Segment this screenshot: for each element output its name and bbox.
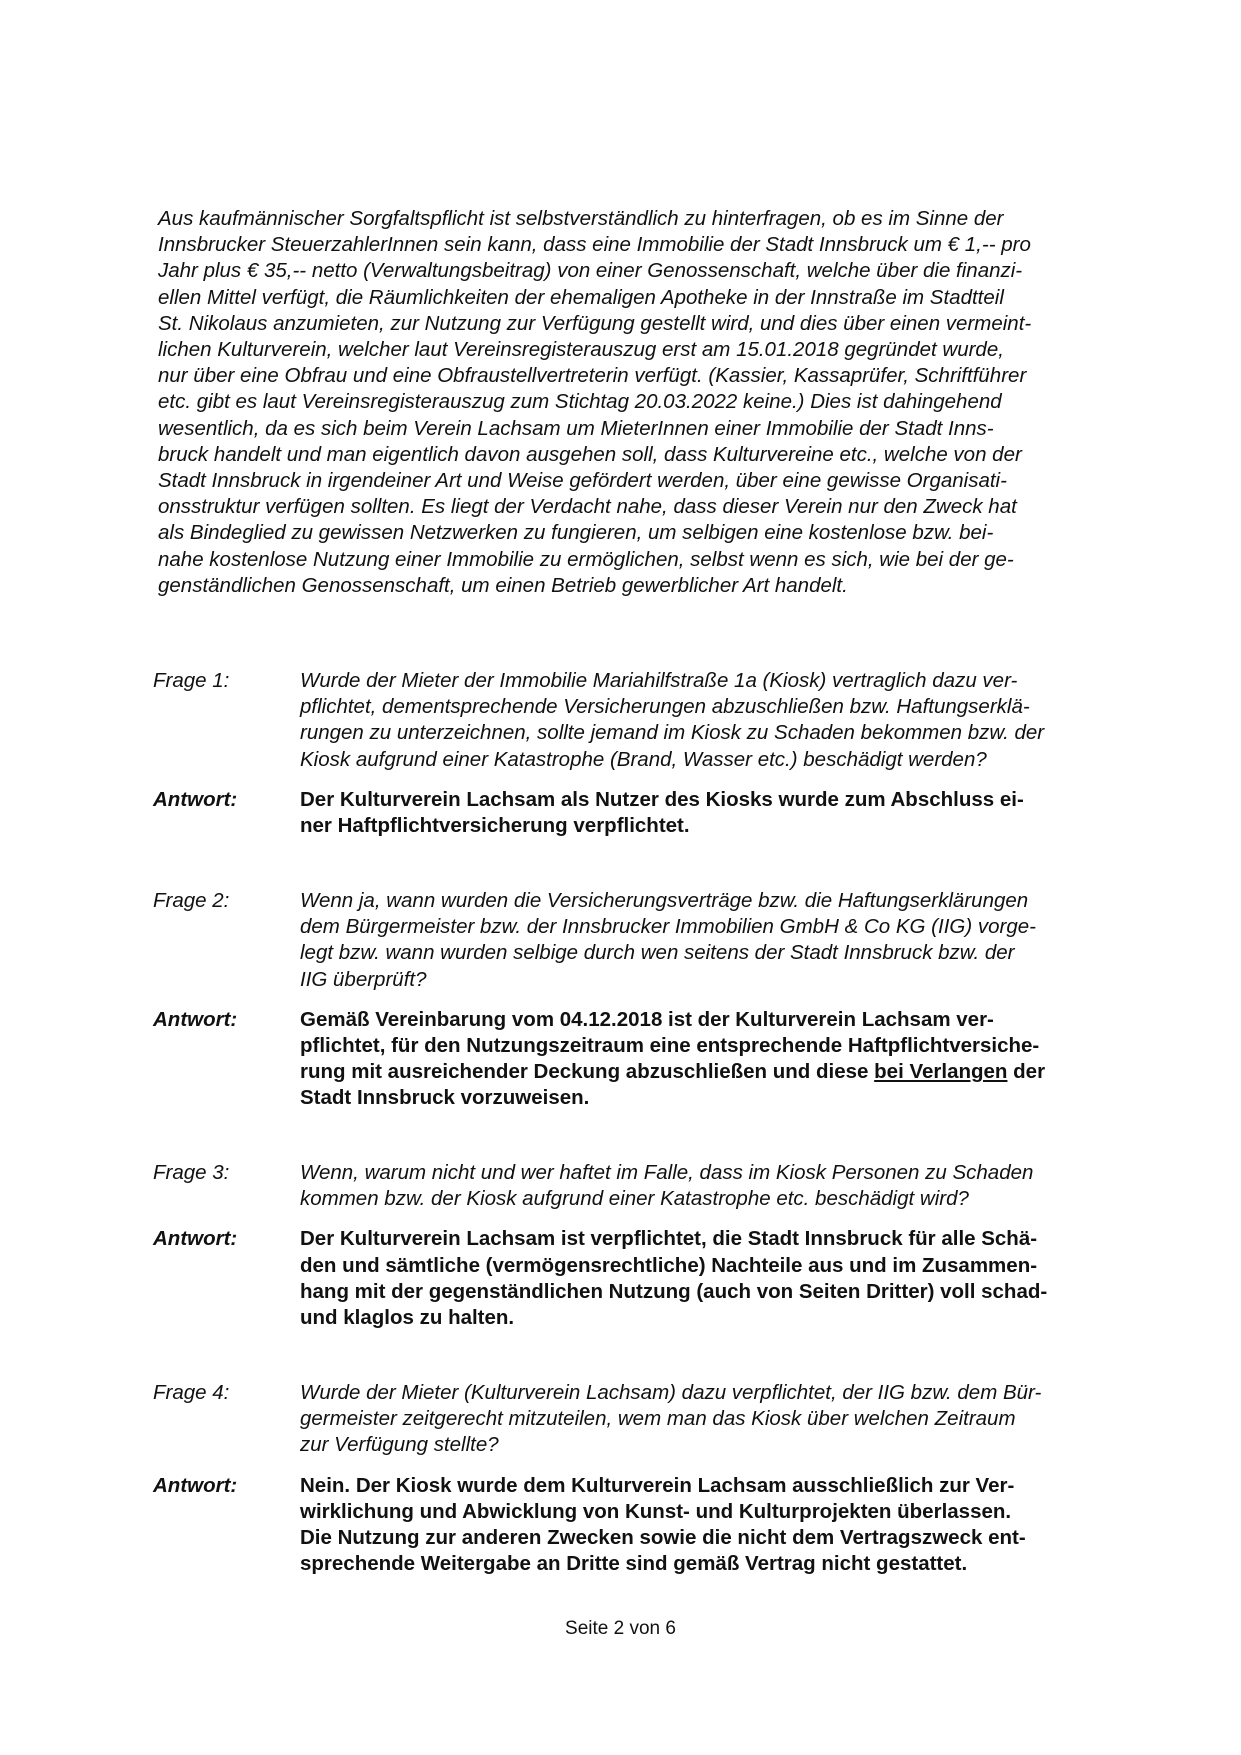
intro-line: bruck handelt und man eigentlich davon ausgehen soll, dass Kulturvereine etc., welche von der [158,442,1022,466]
intro-line: nahe kostenlose Nutzung einer Immobilie zu ermöglichen, selbst wenn es sich, wie bei der ge- [158,547,1014,571]
qa-block-2 [153,888,1153,1112]
answer-line: Nein. Der Kiosk wurde dem Kulturverein Lachsam ausschließlich zur Ver- [300,1473,1015,1497]
intro-line: ellen Mittel verfügt, die Räumlichkeiten der ehemaligen Apotheke in der Innstraße im Stadtteil [158,285,1004,309]
question-3 [153,1160,1153,1212]
question-text [300,1380,1160,1459]
question-1 [153,668,1153,773]
question-4 [153,1380,1153,1459]
question-line: Wenn ja, wann wurden die Versicherungsverträge bzw. die Haftungserklärungen [300,889,1029,912]
answer-line: wirklichung und Abwicklung von Kunst- und Kulturprojekten überlassen. [300,1499,1012,1523]
question-label: Frage 1: [153,669,230,692]
qa-block-3 [153,1160,1153,1331]
answer-label: Antwort: [153,1227,238,1251]
answer-text [300,1007,1160,1112]
answer-line: Die Nutzung zur anderen Zwecken sowie die nicht dem Vertragszweck ent- [300,1526,1026,1550]
question-label: Frage 2: [153,889,230,912]
qa-block-4 [153,1380,1153,1577]
question-line: Wenn, warum nicht und wer haftet im Falle, dass im Kiosk Personen zu Schaden [300,1161,1034,1184]
answer-line: ner Haftpflichtversicherung verpflichtet. [300,814,690,838]
underlined-phrase: bei Verlangen [874,1060,1008,1084]
question-2 [153,888,1153,993]
question-text [300,1160,1160,1212]
answer-line: Stadt Innsbruck vorzuweisen. [300,1086,590,1110]
answer-1 [153,787,1153,839]
intro-line: genständlichen Genossenschaft, um einen Betrieb gewerblicher Art handelt. [158,573,848,597]
intro-line: etc. gibt es laut Vereinsregisterauszug zum Stichtag 20.03.2022 keine.) Dies ist dahingehend [158,390,1002,414]
intro-line: wesentlich, da es sich beim Verein Lachsam um MieterInnen einer Immobilie der Stadt Inns- [158,416,994,440]
answer-line: und klaglos zu halten. [300,1306,515,1330]
question-line: pflichtet, dementsprechende Versicherungen abzuschließen bzw. Haftungserklä- [300,695,1030,719]
question-label: Frage 4: [153,1381,230,1404]
answer-4 [153,1473,1153,1578]
answer-line: Der Kulturverein Lachsam als Nutzer des Kiosks wurde zum Abschluss ei- [300,787,1024,811]
qa-block-1 [153,668,1153,839]
question-text [300,888,1160,993]
answer-line-tail: der [1007,1060,1046,1084]
intro-line: Stadt Innsbruck in irgendeiner Art und Weise gefördert werden, über eine gewisse Organisati- [158,469,1007,493]
answer-text [300,787,1160,839]
answer-text [300,1226,1160,1331]
question-line: Kiosk aufgrund einer Katastrophe (Brand, Wasser etc.) beschädigt werden? [300,747,987,771]
question-label: Frage 3: [153,1161,230,1184]
answer-line: pflichtet, für den Nutzungszeitraum eine entsprechende Haftpflichtversiche- [300,1034,1040,1058]
question-line: kommen bzw. der Kiosk aufgrund einer Katastrophe etc. beschädigt wird? [300,1187,969,1211]
question-line: legt bzw. wann wurden selbige durch wen seitens der Stadt Innsbruck bzw. der [300,941,1015,965]
question-line: Wurde der Mieter (Kulturverein Lachsam) dazu verpflichtet, der IIG bzw. dem Bür- [300,1381,1042,1404]
intro-line: als Bindeglied zu gewissen Netzwerken zu fungieren, um selbigen eine kostenlose bzw. bei- [158,521,994,545]
intro-line: lichen Kulturverein, welcher laut Vereinsregisterauszug erst am 15.01.2018 gegründet wurde, [158,338,1004,362]
question-line: zur Verfügung stellte? [300,1433,499,1457]
intro-paragraph [158,206,1128,599]
question-line: Wurde der Mieter der Immobilie Mariahilfstraße 1a (Kiosk) vertraglich dazu ver- [300,669,1018,692]
answer-2 [153,1007,1153,1112]
answer-3 [153,1226,1153,1331]
answer-line: Der Kulturverein Lachsam ist verpflichtet, die Stadt Innsbruck für alle Schä- [300,1227,1038,1251]
question-text [300,668,1160,773]
intro-line: Innsbrucker SteuerzahlerInnen sein kann, dass eine Immobilie der Stadt Innsbruck um € 1,-- pro [158,233,1031,257]
question-line: dem Bürgermeister bzw. der Innsbrucker Immobilien GmbH & Co KG (IIG) vorge- [300,915,1036,939]
intro-line: Jahr plus € 35,-- netto (Verwaltungsbeitrag) von einer Genossenschaft, welche über die finanzi- [158,259,1023,283]
answer-line-with-emphasis [300,1059,1160,1085]
intro-line: nur über eine Obfrau und eine Obfraustellvertreterin verfügt. (Kassier, Kassaprüfer, Schriftführer [158,364,1027,388]
answer-line: rung mit ausreichender Deckung abzuschließen und diese [300,1060,875,1084]
page-number: Seite 2 von 6 [565,1618,676,1639]
question-line: IIG überprüft? [300,967,427,991]
question-line: rungen zu unterzeichnen, sollte jemand im Kiosk zu Schaden bekommen bzw. der [300,721,1045,745]
answer-line: hang mit der gegenständlichen Nutzung (auch von Seiten Dritter) voll schad- [300,1279,1048,1303]
answer-label: Antwort: [153,1473,238,1497]
answer-text [300,1473,1160,1578]
intro-line: St. Nikolaus anzumieten, zur Nutzung zur Verfügung gestellt wird, und dies über einen vermeint- [158,311,1032,335]
intro-line: Aus kaufmännischer Sorgfaltspflicht ist selbstverständlich zu hinterfragen, ob es im Sinne der [158,207,1004,230]
answer-line: den und sämtliche (vermögensrechtliche) Nachteile aus und im Zusammen- [300,1253,1038,1277]
intro-line: onsstruktur verfügen sollten. Es liegt der Verdacht nahe, dass dieser Verein nur den Zweck hat [158,495,1017,519]
question-line: germeister zeitgerecht mitzuteilen, wem man das Kiosk über welchen Zeitraum [300,1407,1016,1431]
answer-line: sprechende Weitergabe an Dritte sind gemäß Vertrag nicht gestattet. [300,1552,968,1576]
answer-label: Antwort: [153,787,238,811]
answer-line: Gemäß Vereinbarung vom 04.12.2018 ist der Kulturverein Lachsam ver- [300,1007,994,1031]
answer-label: Antwort: [153,1007,238,1031]
